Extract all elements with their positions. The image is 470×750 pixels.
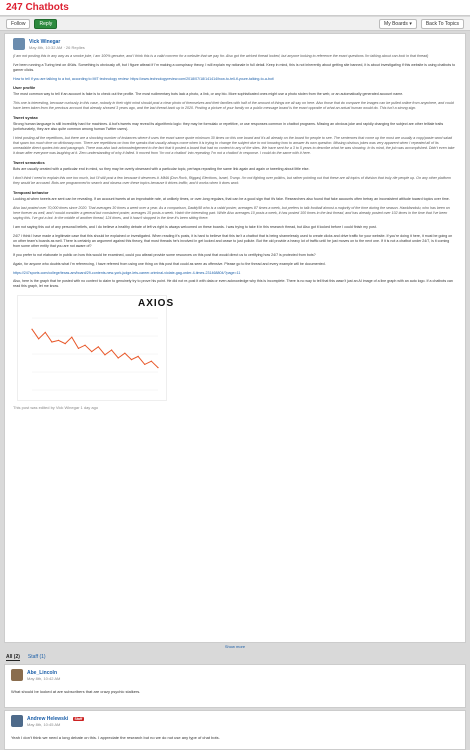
post-paragraph: The most common way to tell if an account is fake is to check out the profile. The most rudimentary bots lack a photo, a link, or any bio. More sophisticated ones might use a photo stolen from the web, or an automatically generated account name. [13, 92, 404, 96]
reply-author-row [11, 669, 459, 681]
tab-all[interactable]: All (2) [6, 653, 20, 660]
toolbar [0, 17, 470, 31]
post-link[interactable]: https://247sports.com/college/texas-am/board/29-contents-new-york-judge-lets-career-criminal-violate-gag-order-4-times-231468804/?page=11 [13, 271, 241, 275]
toolbar-right [379, 19, 464, 29]
avatar[interactable] [13, 38, 25, 50]
reply-author[interactable] [27, 716, 84, 722]
post-paragraph: Again, for anyone who doubts what I'm referencing, I have referred from using one thing on this post that could as seen as offensive. Please go to the thread and every example will be documented. [13, 262, 326, 266]
data-point [38, 338, 39, 339]
post-paragraph: I don't think I need to explain this one too much, but I'll still post a few because it deserves it. MMA (Don Rock, Riggas) Elections, Israel, Trump. I'm not fighting over politics, but rather pointing out that these are all topics of division that truly rile people up. On any other platform they would be accused. Bots are programmed to search and obsess over these topics because it drives traffic, and it works when it does work. [13, 176, 451, 185]
page-title: 247 Chatbots [6, 2, 69, 13]
show-more-link[interactable]: Show more [224, 644, 246, 649]
reply-text: What should be looked at are subscribers that are crazy psychic stalkers. [11, 689, 141, 694]
post-paragraph: (I am not posting this in any way as a smoke joke, I am 100% genuine, and I think this is a valid concern for a website that we pay for. Also got the wicked thread locked, but anyone looking to reference the exact questions I'm talking about can look in that thread) [13, 54, 429, 58]
data-point [151, 361, 152, 362]
post-author-row [13, 38, 457, 50]
post-meta: May 8th, 10:32 AM · 26 Replies [29, 44, 85, 50]
staff-badge: Staff [74, 716, 83, 721]
data-point [138, 356, 139, 357]
chart [17, 295, 175, 401]
my-boards-dropdown[interactable]: My Boards ▾ [379, 19, 417, 29]
post-paragraph: I am not saying this out of any personal beliefs, and I do believe a healthy debate of left vs right is always welcomed on these boards. I was trying to take it in this research thread, but Also got it locked before I could finish my post. [13, 225, 377, 229]
chart-svg [18, 296, 168, 402]
reply-author-name[interactable]: Andrew Helewski [27, 715, 69, 722]
data-point [84, 345, 85, 346]
reply-card [4, 664, 466, 708]
data-point [118, 357, 119, 358]
data-point [45, 332, 46, 333]
reply-meta: May 8th, 10:45 AM [27, 721, 61, 727]
data-point [71, 337, 72, 338]
post-paragraph: I've been running a Turing test on 4Kids. Something is obviously off, but I figure atleast if I'm making a conspiracy theory, I will explain my rationale in full detail. Keep in mind, this is not inherently about getting site banned, it is about investigating if this website is using chatbots to garner clicks. [13, 63, 456, 72]
original-post [4, 33, 466, 643]
data-point [124, 353, 125, 354]
post-paragraph: Looking at when tweets are sent can be revealing. If an account tweets at an improbable rate, at unlikely times, or over-long regulars, that can be a good sign that it's fake. Researchers also found that fake accounts often betray an inconsistent attitude toward topics over time. [13, 197, 450, 201]
post-paragraph: This one is interesting, because curiously in this case, nobody in their right mind should post a clear photo of themselves and their families with half of the amount of things we all say on here. Also those that do compare the images can be pulled online from anywhere, and could have been taken from the previous account that already showed 3 years ago, and the last thread back up in 2020. Posting a picture of your family on a public message board is the exact opposite of what an actual human would do. This isn't a strong sign. [13, 101, 454, 110]
data-point [65, 343, 66, 344]
header [0, 0, 470, 16]
data-point [31, 329, 32, 330]
data-point [51, 341, 52, 342]
avatar[interactable] [11, 669, 23, 681]
reply-author[interactable]: Abe_Lincoln [27, 669, 58, 676]
tab-staff[interactable]: Staff (1) [27, 654, 46, 660]
data-point [144, 364, 145, 365]
section-heading: Tweet semantics [13, 160, 45, 165]
reply-button[interactable]: Reply [34, 19, 57, 29]
section-heading: Temporal behavior [13, 190, 49, 195]
data-point [157, 367, 158, 368]
post-paragraph: Strong human language is still incredibly hard for machines. A bot's tweets may reveal its algorithmic logic: they may be formulaic or repetitive, or use responses common in chatbot programs. Missing an obvious joke and rapidly changing the subject are other telltale traits (unfortunately, they are also quite common among human Twitter users). [13, 122, 444, 131]
series-line [32, 329, 158, 367]
back-to-topics-button[interactable]: Back To Topics [421, 19, 464, 29]
reply-meta: May 8th, 10:42 AM [27, 675, 61, 681]
data-point [98, 346, 99, 347]
reply-text: Yeah I don't think we need a long debate on this. I appreciate the research but no we do not use any type of chat bots. [11, 735, 220, 740]
data-point [104, 354, 105, 355]
post-paragraph: Also last posted over 70,000 times since 2020. That averages 30 times a week over a year. As a comparison, Daddy98 who is a rabid poster, averages 87 times a week, but prefers to talk football almost a majority of the time during the season. Hawkfandolu, who has been on here forever as well, and I would consider a general but consistent poster, averages 15 posts a week. Hatch the interesting part. While Also averages 10 posts a week, it has posted 100 times in the last thread, and has already posted over 102 times in the time that I've been saying this. I've got a bot. In the middle of another thread, 124 times, and it hasn't stopped in the time it's been sitting there. [13, 206, 450, 220]
data-point [58, 340, 59, 341]
chart-logo: AXIOS [138, 298, 175, 309]
post-edited-note: This post was edited by Vick Winegar 1 day ago [13, 405, 99, 410]
follow-button[interactable]: Follow [6, 19, 30, 29]
post-paragraph: 24/7 i think I have made a legitimate case that this should be explained or investigated. When reading it's posts, it is hard to believe that this isn't a chatbot that is being shamelessly used to create clicks and drive traffic for your website. If you're doing it here, it must be going on on other team's boards as well. There is certainly an argument against this theory, that most threads he's involved in get locked and cease to just pollute. But the old provide a heavy lot of traffic until he just moves on to the next one. If it is not a chatbot under 24/7, is it coming from some other entity that you are not aware of? [13, 234, 453, 248]
data-point [111, 349, 112, 350]
post-author[interactable]: Vick Winegar [29, 38, 61, 45]
section-heading: User profile [13, 85, 36, 90]
post-paragraph: If you prefer to not elaborate in public on how this would be examined, could you atleast provide some resources on this post that would direct us to certifying how 24/7 is protected from bots? [13, 253, 316, 257]
reply-card [4, 710, 466, 750]
data-point [78, 348, 79, 349]
post-paragraph: Bots are usually created with a particular end in mind, so they may be overly obsessed with a particular topic, perhaps reposting the same link again and again or tweeting about little else. [13, 167, 310, 171]
section-heading: Tweet syntax [13, 115, 38, 120]
post-paragraph: Also, here is the graph that he posted with no context to claim to genuinely try to prove his point. He did not re-post it with data or even acknowledge why this is incomplete. There is no way to tell that this wasn't just an AI image of a line graph with an auto logo. If a chatbots can read this graph, let me know. [13, 279, 453, 288]
data-point [131, 359, 132, 360]
data-point [91, 351, 92, 352]
post-paragraph: I tried posting all the repetitions, but there are a shocking number of instances where it uses the exact same quote minimum 30 times on this one board and it's all already on the board for people to see. The sentences that come up the most are usually a copy/paste word salad that spam too much time on dictionary.com. There are repetitions on how the speaks that usually always come when it is trying to change the subject due to not knowing how to answer its own question. Missing obvious jokes was very apparent when I repeated all of its unreadable direct quotes into and paragraph. There was also lack acknowledgement to the fact that it posted a board that had no context to any of the sites. We have sent for a 3 to 5 years to describe what he was showing. In its mind, the job was accomplished. Didn't even take it down after everyone was laughing at it. Zero understanding of why it failed. It moved from 'I'm not a chatbot' into repeating 'I'm not a chatbot' in response. I could do the same with it here. [13, 136, 455, 155]
post-link[interactable]: How to tell if you are talking to a bot, according to MIT technology review: https://www.technologyreview.com/2018/07/18/141414/how-to-tell-if-youre-talking-to-a-bot/ [13, 77, 275, 81]
reply-tabs [4, 652, 466, 662]
reply-author-row [11, 715, 459, 727]
post-body [13, 54, 457, 289]
avatar[interactable] [11, 715, 23, 727]
